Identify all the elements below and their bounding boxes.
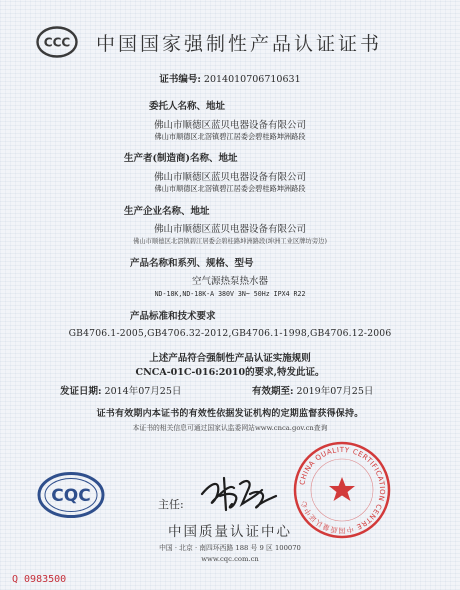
applicant-address: 佛山市顺德区北滘镇碧江居委会碧桂路坤洲路段 xyxy=(154,132,306,141)
applicant-heading: 委托人名称、地址 xyxy=(149,101,226,112)
applicant-name: 佛山市顺德区蓝贝电器设备有限公司 xyxy=(153,120,306,131)
certificate-number-label: 证书编号: xyxy=(159,74,201,85)
organization-address: 中国 · 北京 · 南四环西路 188 号 9 区 100070 xyxy=(159,544,301,552)
factory-name: 佛山市顺德区蓝贝电器设备有限公司 xyxy=(153,224,306,235)
expiry-date-row xyxy=(252,383,373,397)
expiry-date: 2019年07月25日 xyxy=(296,386,374,397)
certificate-number: 2014010706710631 xyxy=(203,74,301,85)
ccc-logo-icon xyxy=(36,26,78,58)
conformity-line-2: CNCA-01C-016:2010的要求,特发此证。 xyxy=(135,367,325,378)
conformity-line-1: 上述产品符合强制性产品认证实施规则 xyxy=(149,353,311,364)
standards-list: GB4706.1-2005,GB4706.32-2012,GB4706.1-1998,GB4706.12-2006 xyxy=(68,328,392,339)
manufacturer-heading: 生产者(制造商)名称、地址 xyxy=(124,153,238,164)
certificate-title: 中国国家强制性产品认证证书 xyxy=(96,33,383,55)
verification-note: 本证书的相关信息可通过国家认监委网站www.cnca.gov.cn查询 xyxy=(132,424,328,432)
factory-heading: 生产企业名称、地址 xyxy=(124,206,210,217)
serial-number: Q 0983500 xyxy=(12,574,67,585)
product-heading: 产品名称和系列、规格、型号 xyxy=(130,258,254,269)
factory-address: 佛山市顺德区北滘镇碧江居委会碧桂路坤洲路段(坤洲工业区牌坊旁边) xyxy=(133,238,327,245)
product-models: ND-18K,ND-18K-A 380V 3N~ 50Hz IPX4 R22 xyxy=(154,290,306,298)
issue-date: 2014年07月25日 xyxy=(104,386,182,397)
issue-date-row xyxy=(60,383,181,397)
organization-website: www.cqc.com.cn xyxy=(201,555,259,563)
validity-statement: 证书有效期内本证书的有效性依据发证机构的定期监督获得保持。 xyxy=(96,409,364,419)
issue-date-label: 发证日期: xyxy=(60,386,102,397)
seal-text: CHINA QUALITY CERTIFICATION CENTRE 中国质量认证中心 xyxy=(298,445,387,535)
organization-name: 中国质量认证中心 xyxy=(168,524,292,540)
manufacturer-address: 佛山市顺德区北滘镇碧江居委会碧桂路坤洲路段 xyxy=(154,184,306,193)
ccc-logo-text: CCC xyxy=(43,35,71,50)
product-name: 空气源热泵热水器 xyxy=(191,276,268,287)
cqc-logo-icon xyxy=(36,470,106,520)
director-signature xyxy=(196,470,280,516)
manufacturer-name: 佛山市顺德区蓝贝电器设备有限公司 xyxy=(153,172,306,183)
expiry-date-label: 有效期至: xyxy=(252,386,294,397)
certificate-number-row xyxy=(0,71,460,85)
cqc-logo-text: CQC xyxy=(51,486,91,506)
director-label: 主任: xyxy=(158,498,184,511)
standards-heading: 产品标准和技术要求 xyxy=(130,311,216,322)
